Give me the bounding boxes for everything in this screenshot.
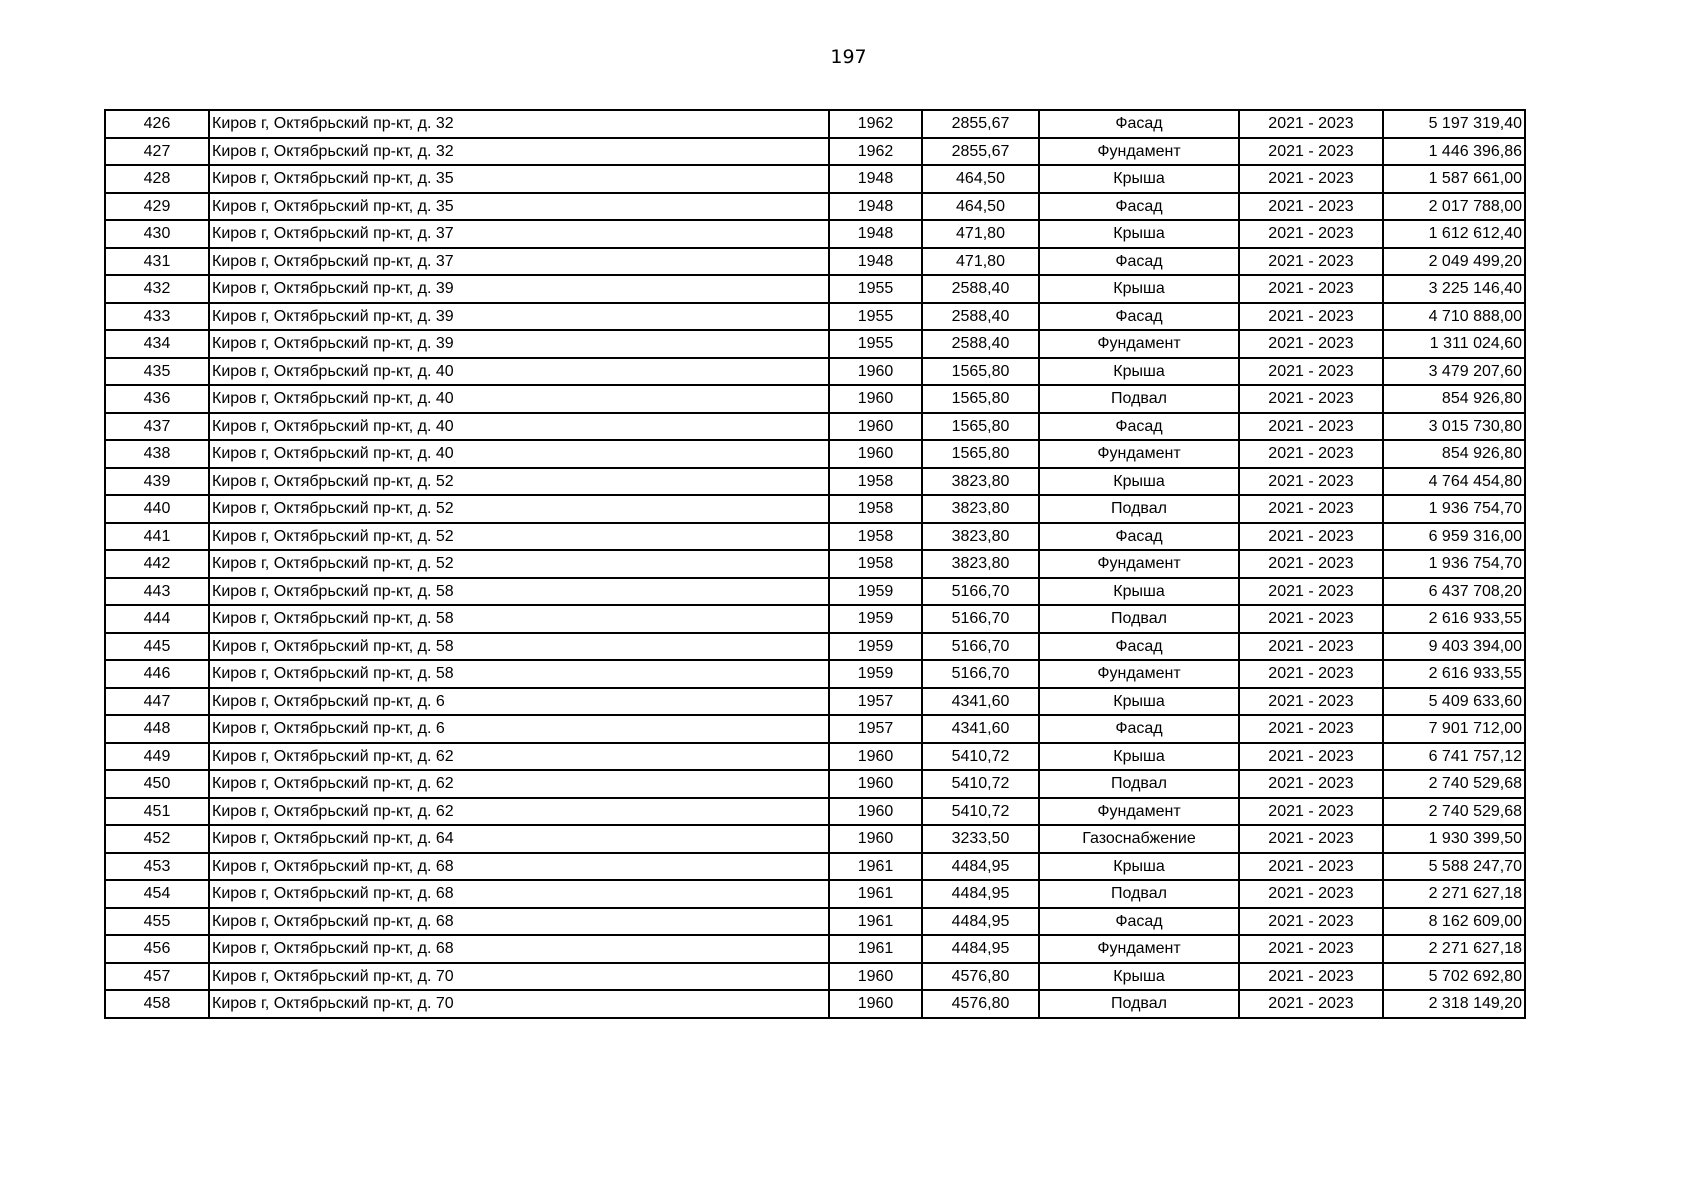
address-cell: Киров г, Октябрьский пр-кт, д. 40 xyxy=(209,385,829,413)
period-cell: 2021 - 2023 xyxy=(1239,413,1383,441)
period-cell: 2021 - 2023 xyxy=(1239,798,1383,826)
period-cell: 2021 - 2023 xyxy=(1239,440,1383,468)
cost-cell: 2 740 529,68 xyxy=(1383,798,1525,826)
row-number: 452 xyxy=(105,825,209,853)
row-number: 451 xyxy=(105,798,209,826)
row-number: 434 xyxy=(105,330,209,358)
cost-cell: 2 740 529,68 xyxy=(1383,770,1525,798)
work-type-cell: Подвал xyxy=(1039,605,1239,633)
address-cell: Киров г, Октябрьский пр-кт, д. 62 xyxy=(209,743,829,771)
work-type-cell: Крыша xyxy=(1039,743,1239,771)
work-type-cell: Фасад xyxy=(1039,908,1239,936)
table-row xyxy=(105,550,1525,578)
address-cell: Киров г, Октябрьский пр-кт, д. 58 xyxy=(209,605,829,633)
row-number: 431 xyxy=(105,248,209,276)
period-cell: 2021 - 2023 xyxy=(1239,523,1383,551)
table-row xyxy=(105,963,1525,991)
period-cell: 2021 - 2023 xyxy=(1239,303,1383,331)
address-cell: Киров г, Октябрьский пр-кт, д. 58 xyxy=(209,578,829,606)
address-cell: Киров г, Октябрьский пр-кт, д. 37 xyxy=(209,248,829,276)
cost-cell: 1 587 661,00 xyxy=(1383,165,1525,193)
table-row xyxy=(105,193,1525,221)
year-cell: 1962 xyxy=(829,110,922,138)
year-cell: 1961 xyxy=(829,880,922,908)
repair-registry-table xyxy=(104,109,1526,1019)
year-cell: 1960 xyxy=(829,385,922,413)
year-cell: 1948 xyxy=(829,193,922,221)
cost-cell: 8 162 609,00 xyxy=(1383,908,1525,936)
period-cell: 2021 - 2023 xyxy=(1239,853,1383,881)
cost-cell: 1 612 612,40 xyxy=(1383,220,1525,248)
row-number: 439 xyxy=(105,468,209,496)
row-number: 450 xyxy=(105,770,209,798)
period-cell: 2021 - 2023 xyxy=(1239,138,1383,166)
cost-cell: 2 616 933,55 xyxy=(1383,605,1525,633)
table-row xyxy=(105,440,1525,468)
period-cell: 2021 - 2023 xyxy=(1239,220,1383,248)
work-type-cell: Крыша xyxy=(1039,358,1239,386)
cost-cell: 2 271 627,18 xyxy=(1383,880,1525,908)
cost-cell: 3 015 730,80 xyxy=(1383,413,1525,441)
row-number: 442 xyxy=(105,550,209,578)
area-cell: 2855,67 xyxy=(922,110,1039,138)
period-cell: 2021 - 2023 xyxy=(1239,248,1383,276)
table-row xyxy=(105,385,1525,413)
work-type-cell: Фасад xyxy=(1039,248,1239,276)
cost-cell: 5 702 692,80 xyxy=(1383,963,1525,991)
work-type-cell: Фасад xyxy=(1039,715,1239,743)
table-row xyxy=(105,468,1525,496)
area-cell: 3823,80 xyxy=(922,550,1039,578)
work-type-cell: Фундамент xyxy=(1039,440,1239,468)
work-type-cell: Крыша xyxy=(1039,853,1239,881)
period-cell: 2021 - 2023 xyxy=(1239,990,1383,1018)
period-cell: 2021 - 2023 xyxy=(1239,908,1383,936)
year-cell: 1948 xyxy=(829,165,922,193)
area-cell: 3823,80 xyxy=(922,523,1039,551)
work-type-cell: Фасад xyxy=(1039,413,1239,441)
year-cell: 1961 xyxy=(829,935,922,963)
work-type-cell: Фасад xyxy=(1039,110,1239,138)
year-cell: 1957 xyxy=(829,715,922,743)
year-cell: 1948 xyxy=(829,220,922,248)
period-cell: 2021 - 2023 xyxy=(1239,358,1383,386)
row-number: 438 xyxy=(105,440,209,468)
work-type-cell: Фасад xyxy=(1039,193,1239,221)
year-cell: 1958 xyxy=(829,523,922,551)
address-cell: Киров г, Октябрьский пр-кт, д. 39 xyxy=(209,330,829,358)
row-number: 456 xyxy=(105,935,209,963)
address-cell: Киров г, Октябрьский пр-кт, д. 39 xyxy=(209,275,829,303)
table-row xyxy=(105,303,1525,331)
area-cell: 4576,80 xyxy=(922,990,1039,1018)
work-type-cell: Подвал xyxy=(1039,990,1239,1018)
cost-cell: 1 446 396,86 xyxy=(1383,138,1525,166)
area-cell: 4576,80 xyxy=(922,963,1039,991)
row-number: 445 xyxy=(105,633,209,661)
table-row xyxy=(105,660,1525,688)
area-cell: 4341,60 xyxy=(922,715,1039,743)
table-row xyxy=(105,275,1525,303)
work-type-cell: Фасад xyxy=(1039,633,1239,661)
area-cell: 2855,67 xyxy=(922,138,1039,166)
table-row xyxy=(105,220,1525,248)
table-row xyxy=(105,495,1525,523)
cost-cell: 2 017 788,00 xyxy=(1383,193,1525,221)
row-number: 435 xyxy=(105,358,209,386)
year-cell: 1955 xyxy=(829,275,922,303)
address-cell: Киров г, Октябрьский пр-кт, д. 6 xyxy=(209,715,829,743)
row-number: 426 xyxy=(105,110,209,138)
address-cell: Киров г, Октябрьский пр-кт, д. 52 xyxy=(209,468,829,496)
period-cell: 2021 - 2023 xyxy=(1239,495,1383,523)
year-cell: 1959 xyxy=(829,633,922,661)
cost-cell: 854 926,80 xyxy=(1383,440,1525,468)
year-cell: 1959 xyxy=(829,605,922,633)
period-cell: 2021 - 2023 xyxy=(1239,275,1383,303)
area-cell: 471,80 xyxy=(922,220,1039,248)
table-row xyxy=(105,165,1525,193)
cost-cell: 6 437 708,20 xyxy=(1383,578,1525,606)
row-number: 429 xyxy=(105,193,209,221)
row-number: 446 xyxy=(105,660,209,688)
table-row xyxy=(105,633,1525,661)
area-cell: 1565,80 xyxy=(922,358,1039,386)
address-cell: Киров г, Октябрьский пр-кт, д. 68 xyxy=(209,853,829,881)
area-cell: 3823,80 xyxy=(922,495,1039,523)
row-number: 443 xyxy=(105,578,209,606)
address-cell: Киров г, Октябрьский пр-кт, д. 52 xyxy=(209,523,829,551)
period-cell: 2021 - 2023 xyxy=(1239,110,1383,138)
cost-cell: 7 901 712,00 xyxy=(1383,715,1525,743)
area-cell: 3823,80 xyxy=(922,468,1039,496)
address-cell: Киров г, Октябрьский пр-кт, д. 40 xyxy=(209,358,829,386)
cost-cell: 5 588 247,70 xyxy=(1383,853,1525,881)
table-row xyxy=(105,523,1525,551)
row-number: 444 xyxy=(105,605,209,633)
row-number: 449 xyxy=(105,743,209,771)
row-number: 436 xyxy=(105,385,209,413)
year-cell: 1958 xyxy=(829,550,922,578)
address-cell: Киров г, Октябрьский пр-кт, д. 37 xyxy=(209,220,829,248)
cost-cell: 2 318 149,20 xyxy=(1383,990,1525,1018)
area-cell: 5410,72 xyxy=(922,798,1039,826)
cost-cell: 4 710 888,00 xyxy=(1383,303,1525,331)
year-cell: 1962 xyxy=(829,138,922,166)
year-cell: 1960 xyxy=(829,990,922,1018)
row-number: 455 xyxy=(105,908,209,936)
work-type-cell: Подвал xyxy=(1039,385,1239,413)
row-number: 457 xyxy=(105,963,209,991)
period-cell: 2021 - 2023 xyxy=(1239,935,1383,963)
address-cell: Киров г, Октябрьский пр-кт, д. 64 xyxy=(209,825,829,853)
period-cell: 2021 - 2023 xyxy=(1239,770,1383,798)
area-cell: 1565,80 xyxy=(922,385,1039,413)
area-cell: 4484,95 xyxy=(922,853,1039,881)
year-cell: 1960 xyxy=(829,743,922,771)
period-cell: 2021 - 2023 xyxy=(1239,550,1383,578)
address-cell: Киров г, Октябрьский пр-кт, д. 6 xyxy=(209,688,829,716)
area-cell: 4484,95 xyxy=(922,908,1039,936)
cost-cell: 4 764 454,80 xyxy=(1383,468,1525,496)
area-cell: 3233,50 xyxy=(922,825,1039,853)
table-row xyxy=(105,880,1525,908)
address-cell: Киров г, Октябрьский пр-кт, д. 32 xyxy=(209,110,829,138)
work-type-cell: Фундамент xyxy=(1039,660,1239,688)
address-cell: Киров г, Октябрьский пр-кт, д. 58 xyxy=(209,660,829,688)
row-number: 447 xyxy=(105,688,209,716)
row-number: 427 xyxy=(105,138,209,166)
year-cell: 1961 xyxy=(829,908,922,936)
table-row xyxy=(105,358,1525,386)
area-cell: 464,50 xyxy=(922,193,1039,221)
area-cell: 1565,80 xyxy=(922,440,1039,468)
address-cell: Киров г, Октябрьский пр-кт, д. 68 xyxy=(209,935,829,963)
area-cell: 2588,40 xyxy=(922,330,1039,358)
work-type-cell: Фундамент xyxy=(1039,935,1239,963)
cost-cell: 1 936 754,70 xyxy=(1383,550,1525,578)
cost-cell: 854 926,80 xyxy=(1383,385,1525,413)
year-cell: 1960 xyxy=(829,825,922,853)
cost-cell: 6 959 316,00 xyxy=(1383,523,1525,551)
period-cell: 2021 - 2023 xyxy=(1239,468,1383,496)
period-cell: 2021 - 2023 xyxy=(1239,825,1383,853)
table-row xyxy=(105,330,1525,358)
work-type-cell: Фасад xyxy=(1039,303,1239,331)
address-cell: Киров г, Октябрьский пр-кт, д. 62 xyxy=(209,770,829,798)
work-type-cell: Крыша xyxy=(1039,468,1239,496)
address-cell: Киров г, Октябрьский пр-кт, д. 35 xyxy=(209,193,829,221)
table-row xyxy=(105,935,1525,963)
row-number: 441 xyxy=(105,523,209,551)
work-type-cell: Фундамент xyxy=(1039,138,1239,166)
area-cell: 5166,70 xyxy=(922,633,1039,661)
period-cell: 2021 - 2023 xyxy=(1239,578,1383,606)
period-cell: 2021 - 2023 xyxy=(1239,963,1383,991)
table-row xyxy=(105,605,1525,633)
year-cell: 1959 xyxy=(829,660,922,688)
row-number: 440 xyxy=(105,495,209,523)
period-cell: 2021 - 2023 xyxy=(1239,743,1383,771)
year-cell: 1960 xyxy=(829,358,922,386)
row-number: 432 xyxy=(105,275,209,303)
work-type-cell: Подвал xyxy=(1039,495,1239,523)
row-number: 458 xyxy=(105,990,209,1018)
year-cell: 1959 xyxy=(829,578,922,606)
area-cell: 4341,60 xyxy=(922,688,1039,716)
period-cell: 2021 - 2023 xyxy=(1239,193,1383,221)
area-cell: 2588,40 xyxy=(922,303,1039,331)
address-cell: Киров г, Октябрьский пр-кт, д. 58 xyxy=(209,633,829,661)
cost-cell: 3 225 146,40 xyxy=(1383,275,1525,303)
work-type-cell: Подвал xyxy=(1039,880,1239,908)
cost-cell: 2 049 499,20 xyxy=(1383,248,1525,276)
cost-cell: 5 409 633,60 xyxy=(1383,688,1525,716)
year-cell: 1960 xyxy=(829,798,922,826)
year-cell: 1957 xyxy=(829,688,922,716)
work-type-cell: Фасад xyxy=(1039,523,1239,551)
address-cell: Киров г, Октябрьский пр-кт, д. 52 xyxy=(209,550,829,578)
year-cell: 1960 xyxy=(829,413,922,441)
period-cell: 2021 - 2023 xyxy=(1239,688,1383,716)
table-row xyxy=(105,110,1525,138)
address-cell: Киров г, Октябрьский пр-кт, д. 40 xyxy=(209,440,829,468)
period-cell: 2021 - 2023 xyxy=(1239,880,1383,908)
cost-cell: 1 936 754,70 xyxy=(1383,495,1525,523)
table-body xyxy=(105,110,1525,1018)
work-type-cell: Газоснабжение xyxy=(1039,825,1239,853)
work-type-cell: Фундамент xyxy=(1039,798,1239,826)
cost-cell: 3 479 207,60 xyxy=(1383,358,1525,386)
year-cell: 1960 xyxy=(829,963,922,991)
work-type-cell: Фундамент xyxy=(1039,330,1239,358)
address-cell: Киров г, Октябрьский пр-кт, д. 52 xyxy=(209,495,829,523)
cost-cell: 1 311 024,60 xyxy=(1383,330,1525,358)
row-number: 453 xyxy=(105,853,209,881)
address-cell: Киров г, Октябрьский пр-кт, д. 62 xyxy=(209,798,829,826)
table-row xyxy=(105,908,1525,936)
cost-cell: 2 271 627,18 xyxy=(1383,935,1525,963)
area-cell: 5410,72 xyxy=(922,743,1039,771)
area-cell: 5166,70 xyxy=(922,578,1039,606)
table-row xyxy=(105,770,1525,798)
area-cell: 471,80 xyxy=(922,248,1039,276)
area-cell: 5410,72 xyxy=(922,770,1039,798)
year-cell: 1960 xyxy=(829,440,922,468)
period-cell: 2021 - 2023 xyxy=(1239,715,1383,743)
area-cell: 2588,40 xyxy=(922,275,1039,303)
area-cell: 4484,95 xyxy=(922,880,1039,908)
year-cell: 1958 xyxy=(829,468,922,496)
cost-cell: 1 930 399,50 xyxy=(1383,825,1525,853)
area-cell: 5166,70 xyxy=(922,605,1039,633)
area-cell: 4484,95 xyxy=(922,935,1039,963)
row-number: 437 xyxy=(105,413,209,441)
address-cell: Киров г, Октябрьский пр-кт, д. 70 xyxy=(209,990,829,1018)
work-type-cell: Крыша xyxy=(1039,688,1239,716)
cost-cell: 9 403 394,00 xyxy=(1383,633,1525,661)
table-row xyxy=(105,715,1525,743)
row-number: 430 xyxy=(105,220,209,248)
year-cell: 1958 xyxy=(829,495,922,523)
table-row xyxy=(105,825,1525,853)
address-cell: Киров г, Октябрьский пр-кт, д. 35 xyxy=(209,165,829,193)
period-cell: 2021 - 2023 xyxy=(1239,165,1383,193)
table-row xyxy=(105,688,1525,716)
period-cell: 2021 - 2023 xyxy=(1239,330,1383,358)
address-cell: Киров г, Октябрьский пр-кт, д. 68 xyxy=(209,908,829,936)
period-cell: 2021 - 2023 xyxy=(1239,660,1383,688)
row-number: 454 xyxy=(105,880,209,908)
table-row xyxy=(105,138,1525,166)
row-number: 448 xyxy=(105,715,209,743)
address-cell: Киров г, Октябрьский пр-кт, д. 40 xyxy=(209,413,829,441)
address-cell: Киров г, Октябрьский пр-кт, д. 68 xyxy=(209,880,829,908)
work-type-cell: Крыша xyxy=(1039,275,1239,303)
table-row xyxy=(105,578,1525,606)
table-row xyxy=(105,248,1525,276)
year-cell: 1955 xyxy=(829,330,922,358)
table-row xyxy=(105,743,1525,771)
work-type-cell: Крыша xyxy=(1039,578,1239,606)
year-cell: 1948 xyxy=(829,248,922,276)
cost-cell: 5 197 319,40 xyxy=(1383,110,1525,138)
row-number: 433 xyxy=(105,303,209,331)
year-cell: 1960 xyxy=(829,770,922,798)
table-row xyxy=(105,798,1525,826)
work-type-cell: Подвал xyxy=(1039,770,1239,798)
year-cell: 1955 xyxy=(829,303,922,331)
period-cell: 2021 - 2023 xyxy=(1239,633,1383,661)
row-number: 428 xyxy=(105,165,209,193)
area-cell: 5166,70 xyxy=(922,660,1039,688)
period-cell: 2021 - 2023 xyxy=(1239,385,1383,413)
area-cell: 464,50 xyxy=(922,165,1039,193)
address-cell: Киров г, Октябрьский пр-кт, д. 70 xyxy=(209,963,829,991)
cost-cell: 6 741 757,12 xyxy=(1383,743,1525,771)
work-type-cell: Крыша xyxy=(1039,963,1239,991)
period-cell: 2021 - 2023 xyxy=(1239,605,1383,633)
year-cell: 1961 xyxy=(829,853,922,881)
table-row xyxy=(105,990,1525,1018)
area-cell: 1565,80 xyxy=(922,413,1039,441)
table-row xyxy=(105,413,1525,441)
table-row xyxy=(105,853,1525,881)
address-cell: Киров г, Октябрьский пр-кт, д. 32 xyxy=(209,138,829,166)
cost-cell: 2 616 933,55 xyxy=(1383,660,1525,688)
work-type-cell: Крыша xyxy=(1039,220,1239,248)
work-type-cell: Крыша xyxy=(1039,165,1239,193)
address-cell: Киров г, Октябрьский пр-кт, д. 39 xyxy=(209,303,829,331)
page-number: 197 xyxy=(830,46,867,68)
work-type-cell: Фундамент xyxy=(1039,550,1239,578)
